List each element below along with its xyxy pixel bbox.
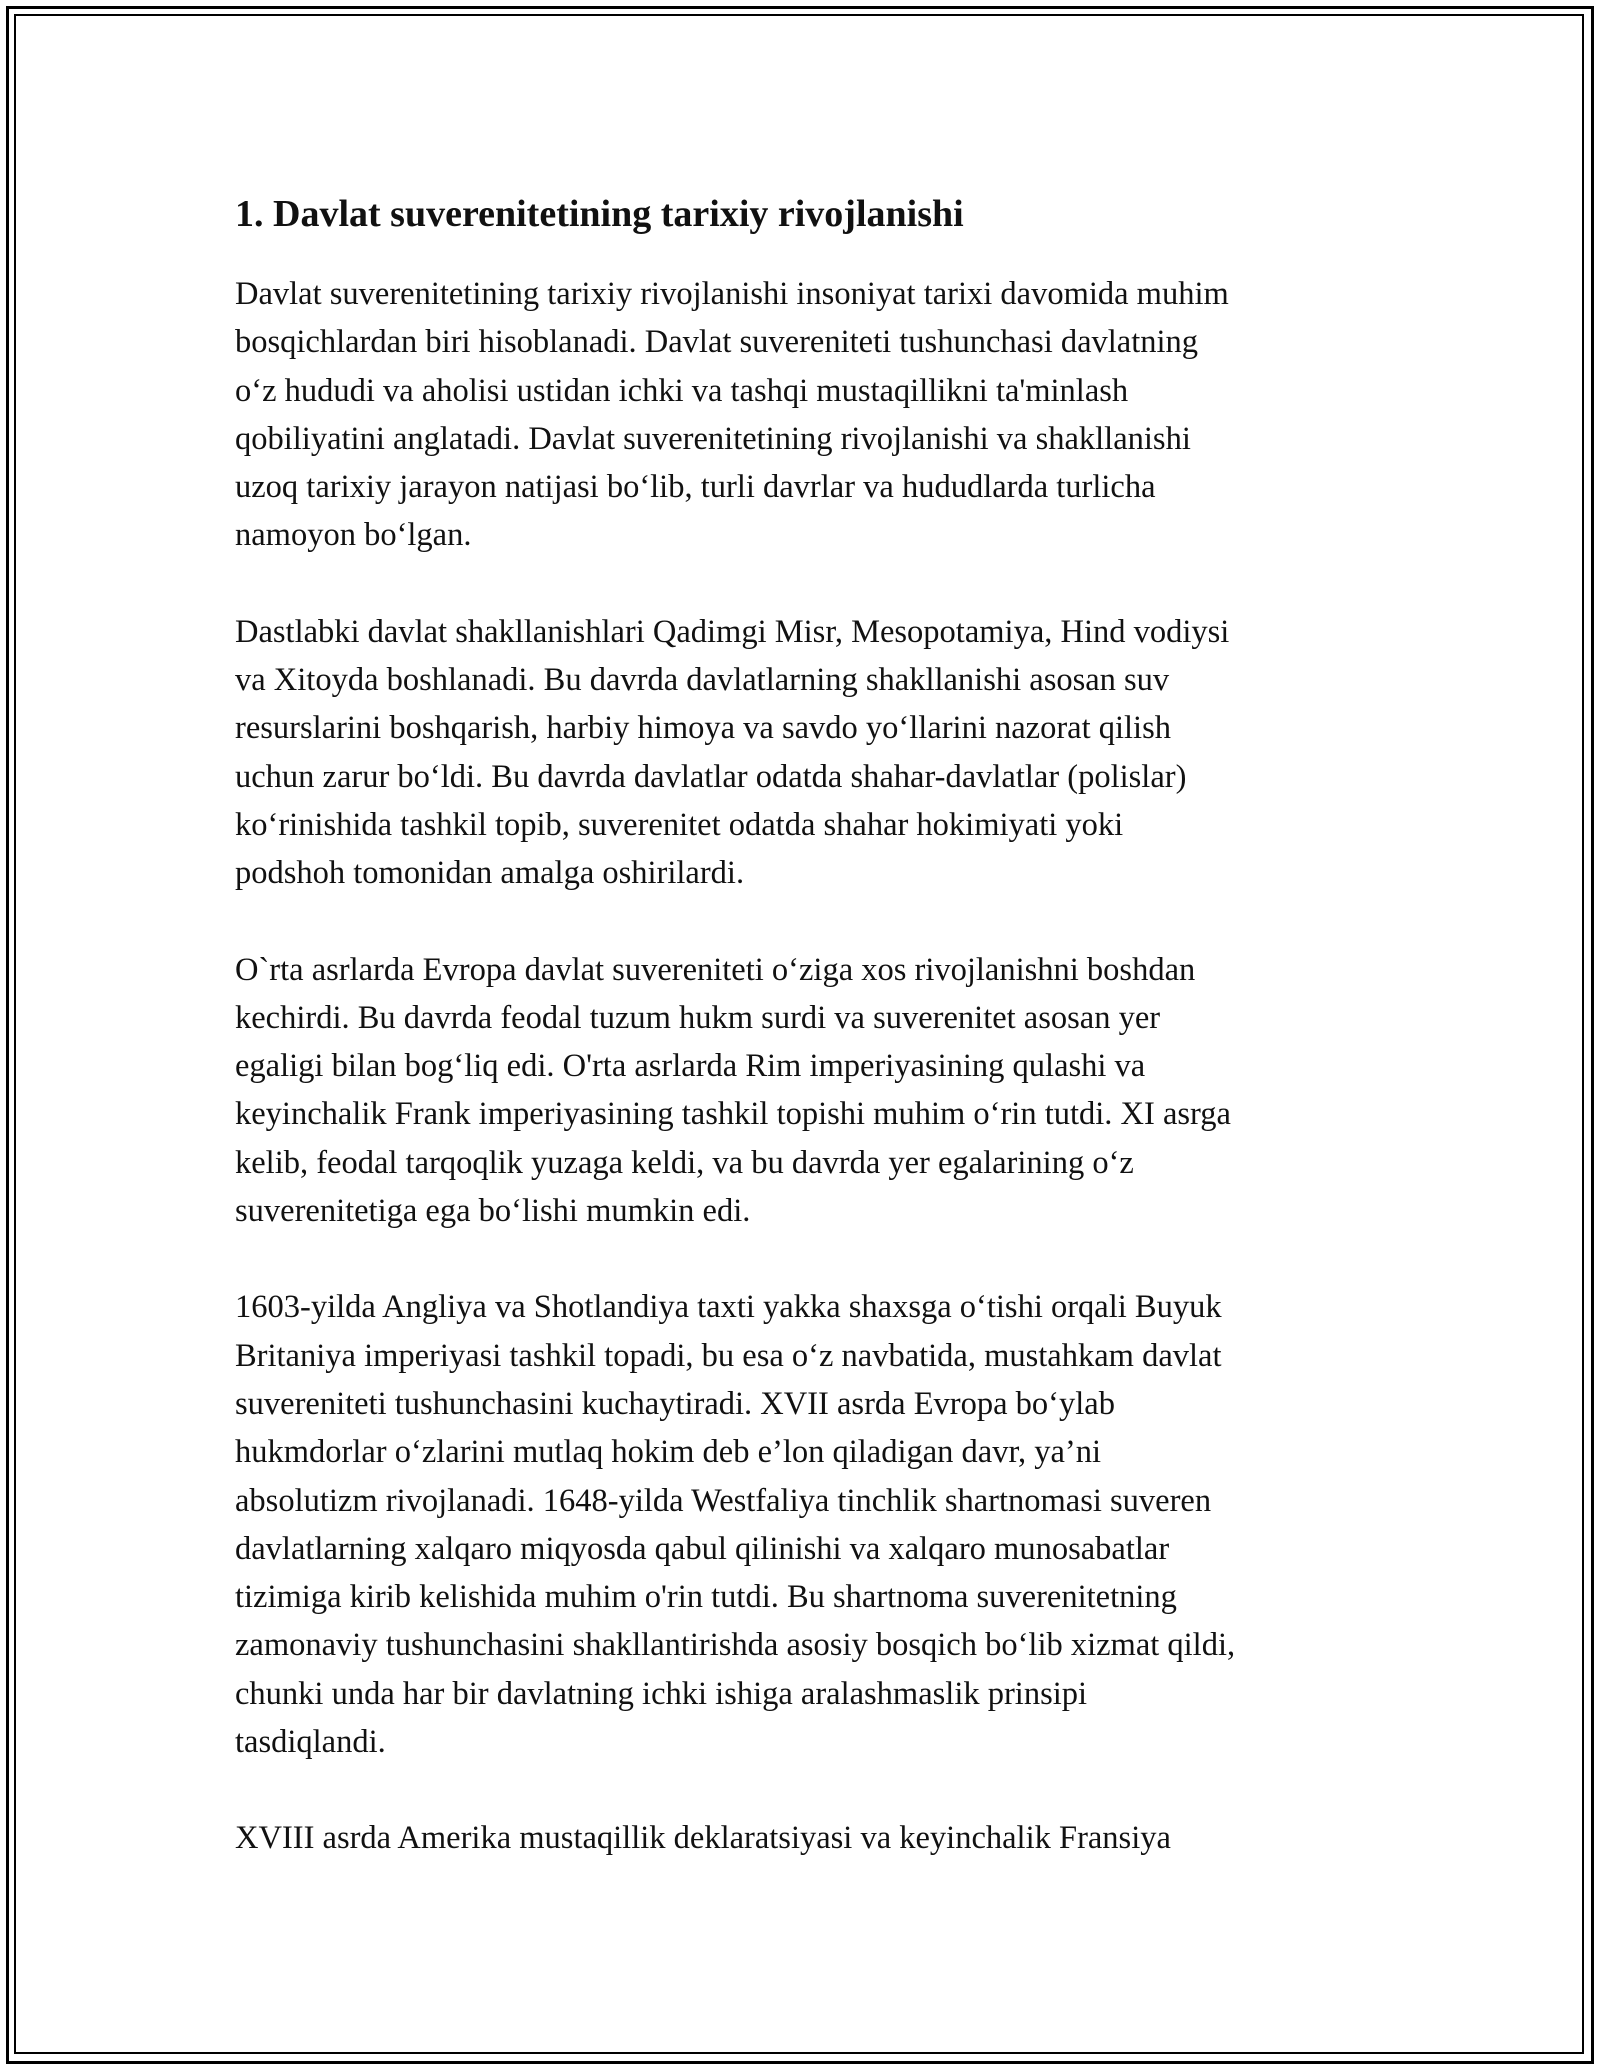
paragraph	[235, 946, 1375, 1236]
text-line: keyinchalik Frank imperiyasining tashkil topishi muhim o‘rin tutdi. XI asrga	[235, 1096, 1231, 1133]
text-line: egaligi bilan bog‘liq edi. O'rta asrlarda Rim imperiyasining qulashi va	[235, 1048, 1146, 1085]
paragraph	[235, 608, 1375, 898]
paragraph	[235, 1814, 1375, 1862]
text-line: tizimiga kirib kelishida muhim o'rin tutdi. Bu shartnoma suverenitetning	[235, 1579, 1177, 1616]
text-line: absolutizm rivojlanadi. 1648-yilda Westfaliya tinchlik shartnomasi suveren	[235, 1482, 1212, 1519]
text-line: O`rta asrlarda Evropa davlat suvereniteti o‘ziga xos rivojlanishni boshdan	[235, 951, 1196, 988]
text-line: Britaniya imperiyasi tashkil topadi, bu esa o‘z navbatida, mustahkam davlat	[235, 1337, 1222, 1374]
text-line: va Xitoyda boshlanadi. Bu davrda davlatlarning shakllanishi asosan suv	[235, 662, 1170, 699]
text-line: qobiliyatini anglatadi. Davlat suverenitetining rivojlanishi va shakllanishi	[235, 420, 1191, 457]
text-line: chunki unda har bir davlatning ichki ishiga aralashmaslik prinsipi	[235, 1675, 1088, 1712]
text-line: suvereniteti tushunchasini kuchaytiradi. XVII asrda Evropa bo‘ylab	[235, 1385, 1115, 1422]
text-line: o‘z hududi va aholisi ustidan ichki va tashqi mustaqillikni ta'minlash	[235, 372, 1129, 409]
text-line: davlatlarning xalqaro miqyosda qabul qilinishi va xalqaro munosabatlar	[235, 1530, 1170, 1567]
text-line: 1603-yilda Angliya va Shotlandiya taxti yakka shaxsga o‘tishi orqali Buyuk	[235, 1289, 1222, 1326]
text-line: podshoh tomonidan amalga oshirilardi.	[235, 855, 745, 892]
text-line: namoyon bo‘lgan.	[235, 517, 472, 554]
text-line: Dastlabki davlat shakllanishlari Qadimgi Misr, Mesopotamiya, Hind vodiysi	[235, 613, 1230, 650]
text-line: uzoq tarixiy jarayon natijasi bo‘lib, turli davrlar va hududlarda turlicha	[235, 469, 1156, 506]
text-line: XVIII asrda Amerika mustaqillik deklaratsiyasi va keyinchalik Fransiya	[235, 1820, 1171, 1857]
text-line: kechirdi. Bu davrda feodal tuzum hukm surdi va suverenitet asosan yer	[235, 999, 1161, 1036]
paragraph	[235, 270, 1375, 560]
text-line: resurslarini boshqarish, harbiy himoya va savdo yo‘llarini nazorat qilish	[235, 710, 1171, 747]
text-line: uchun zarur bo‘ldi. Bu davrda davlatlar odatda shahar-davlatlar (polislar)	[235, 758, 1187, 795]
text-line: tasdiqlandi.	[235, 1724, 386, 1761]
document-body	[235, 188, 1375, 1911]
text-line: kelib, feodal tarqoqlik yuzaga keldi, va bu davrda yer egalarining o‘z	[235, 1144, 1134, 1181]
text-line: Davlat suverenitetining tarixiy rivojlanishi insoniyat tarixi davomida muhim	[235, 276, 1229, 312]
text-line: zamonaviy tushunchasini shakllantirishda asosiy bosqich bo‘lib xizmat qildi,	[235, 1627, 1236, 1664]
section-heading: 1. Davlat suverenitetining tarixiy rivojlanishi	[235, 193, 964, 235]
text-line: suverenitetiga ega bo‘lishi mumkin edi.	[235, 1193, 751, 1230]
text-line: hukmdorlar o‘zlarini mutlaq hokim deb e’lon qiladigan davr, ya’ni	[235, 1434, 1102, 1471]
text-line: ko‘rinishida tashkil topib, suverenitet odatda shahar hokimiyati yoki	[235, 806, 1124, 843]
text-line: bosqichlardan biri hisoblanadi. Davlat suvereniteti tushunchasi davlatning	[235, 324, 1199, 361]
paragraph	[235, 1283, 1375, 1766]
